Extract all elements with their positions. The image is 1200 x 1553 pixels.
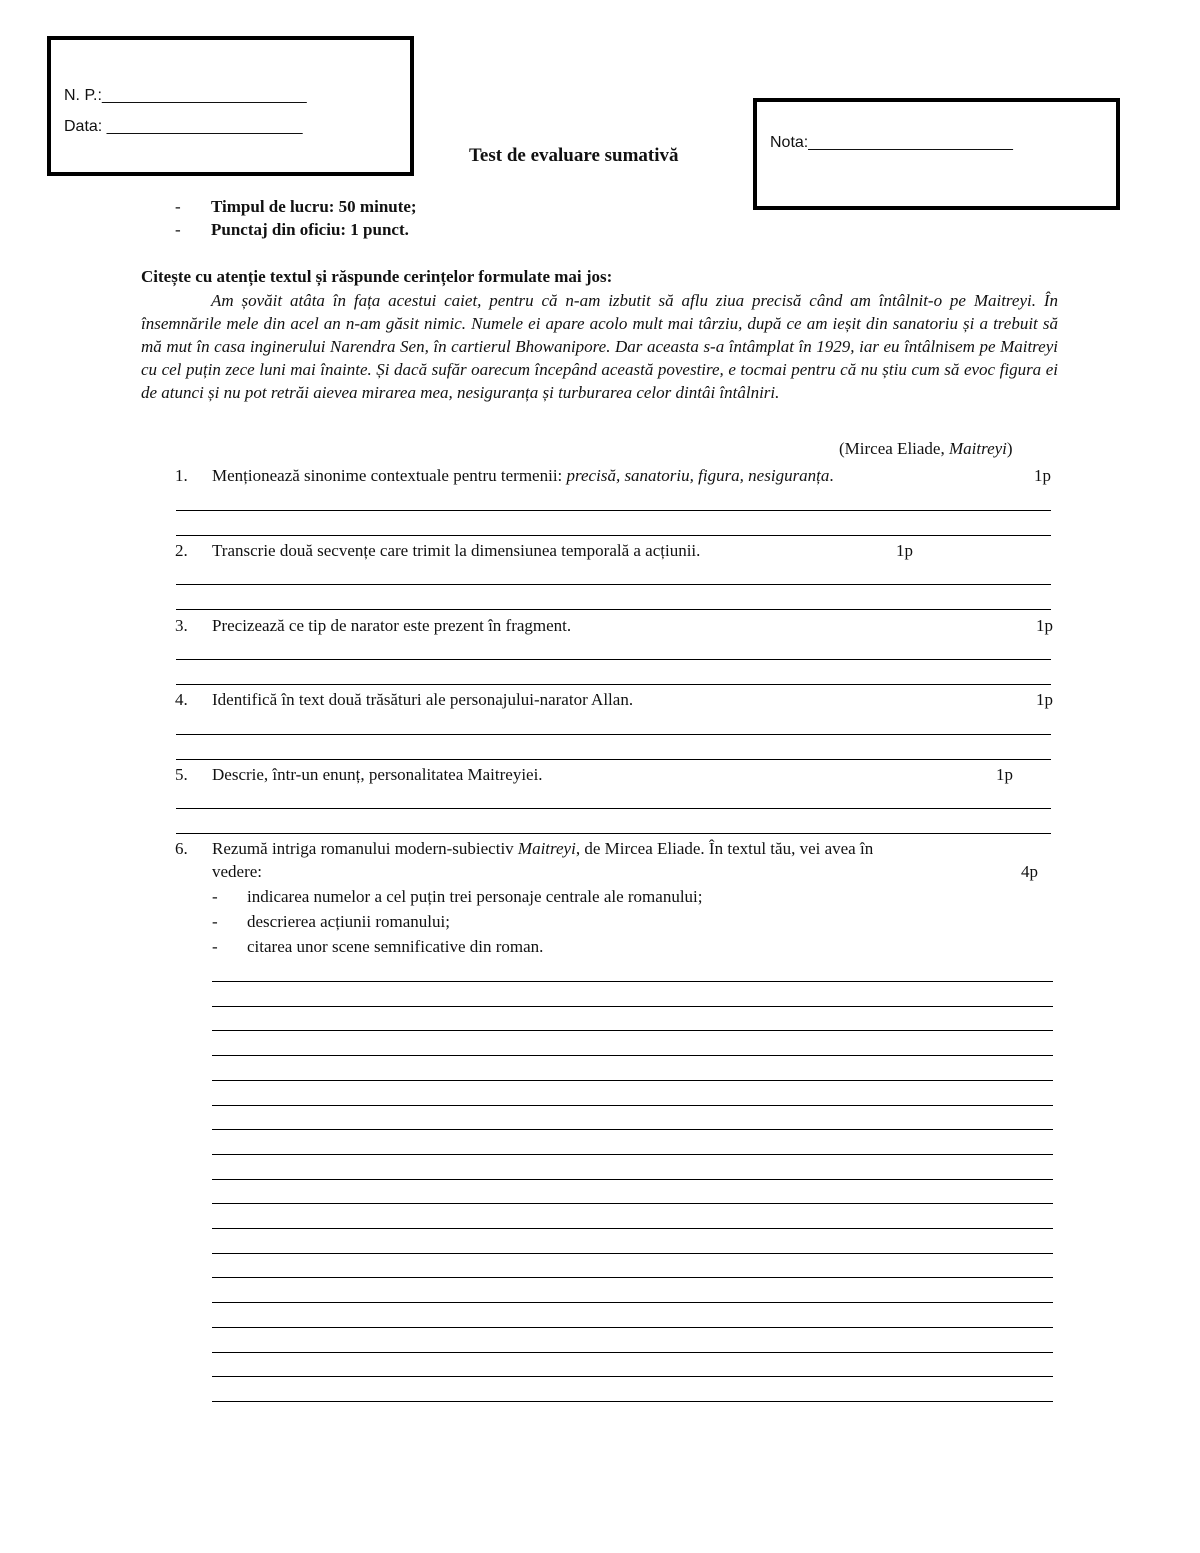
answer-line[interactable] [176,808,1051,809]
info-points [175,220,409,240]
page-title: Test de evaluare sumativă [469,145,679,166]
bullet-text: indicarea numelor a cel puțin trei personaje centrale ale romanului; [247,887,703,906]
np-blank[interactable]: _______________________ [101,87,307,104]
answer-line[interactable] [176,510,1051,511]
answer-line[interactable] [212,1080,1053,1081]
answer-line[interactable] [176,684,1051,685]
answer-line[interactable] [212,1179,1053,1180]
answer-line[interactable] [212,1228,1053,1229]
question-4-text: Identifică în text două trăsături ale personajului-narator Allan. [212,690,634,709]
answer-line[interactable] [176,734,1051,735]
answer-line[interactable] [212,1006,1053,1007]
answer-line[interactable] [212,1277,1053,1278]
info-dash: - [175,220,181,239]
bullet-text: citarea unor scene semnificative din roman. [247,937,544,956]
source-work: Maitreyi [948,439,1007,458]
question-1-points: 1p [1034,466,1051,485]
date-field[interactable] [64,118,302,136]
bullet-item [212,912,450,932]
np-field[interactable] [64,87,307,105]
question-6-work: Maitreyi [517,839,576,858]
question-5-points: 1p [996,765,1013,784]
answer-line[interactable] [212,1401,1053,1402]
answer-line[interactable] [212,1352,1053,1353]
question-number: 5. [175,765,188,784]
question-number: 1. [175,466,188,485]
instruction: Citește cu atenție textul și răspunde cerințelor formulate mai jos: [141,267,613,286]
info-points-text: Punctaj din oficiu: 1 punct. [211,220,409,239]
answer-line[interactable] [212,1327,1053,1328]
answer-line[interactable] [176,584,1051,585]
grade-box [753,98,1120,210]
question-3-points: 1p [1036,616,1053,635]
np-label: N. P.: [64,87,102,104]
source-author: Mircea Eliade, [844,439,949,458]
answer-line[interactable] [212,1302,1053,1303]
question-3-text: Precizează ce tip de narator este prezent în fragment. [212,616,572,635]
bullet-dash: - [212,937,218,956]
question-5-text: Descrie, într-un enunț, personalitatea Maitreyiei. [212,765,543,784]
question-2-text: Transcrie două secvențe care trimit la dimensiunea temporală a acțiunii. [212,541,701,560]
question-1-period: . [829,466,834,485]
question-6-text-a: Rezumă intriga romanului modern-subiectiv [212,839,518,858]
question-6-points: 4p [1021,862,1038,881]
answer-line[interactable] [212,1376,1053,1377]
question-6-text-c: vedere: [212,862,263,881]
answer-line[interactable] [212,1105,1053,1106]
bullet-dash: - [212,912,218,931]
answer-line[interactable] [176,535,1051,536]
info-time [175,197,417,217]
source-open: ( [839,439,845,458]
question-6-text-b: , de Mircea Eliade. În textul tău, vei avea în [575,839,874,858]
question-1-terms: precisă, sanatoriu, figura, nesiguranța [566,466,830,485]
answer-line[interactable] [212,1253,1053,1254]
grade-field[interactable] [770,134,1013,152]
passage-text: Am șovăit atâta în fața acestui caiet, pentru că n-am izbutit să aflu ziua precisă când am întâlnit-o pe Maitreyi. În însemnările mele din acel an n-am găsit nimic. Numele ei apare acolo mult mai târziu, după ce am ieșit din sanatoriu și a trebuit să mă mut în casa inginerului Narendra Sen, în cartierul Bhowanipore. Dar aceasta s-a întâmplat în 1929, iar eu întâlnisem pe Maitreyi cu cel puțin zece luni mai înainte. Și dacă sufăr oarecum începând această povestire, e tocmai pentru că nu știu cum să evoc figura ei de atunci și nu pot retrăi aievea mirarea mea, nesiguranța și turburarea celor dintâi întâlniri. [141,291,1058,402]
date-label: Data: [64,118,103,135]
info-time-text: Timpul de lucru: 50 minute; [211,197,417,216]
grade-blank[interactable]: _______________________ [808,134,1013,151]
bullet-item [212,887,703,907]
bullet-item [212,937,544,957]
answer-line[interactable] [176,609,1051,610]
student-info-box [47,36,414,176]
source-close: ) [1006,439,1013,458]
answer-line[interactable] [176,759,1051,760]
answer-line[interactable] [176,659,1051,660]
question-number: 6. [175,839,188,858]
question-1 [212,466,834,486]
source [839,439,1013,459]
question-number: 4. [175,690,188,709]
question-number: 2. [175,541,188,560]
answer-line[interactable] [212,1055,1053,1056]
info-dash: - [175,197,181,216]
question-2-points: 1p [896,541,913,560]
answer-line[interactable] [176,833,1051,834]
date-blank[interactable]: ______________________ [106,118,303,135]
bullet-dash: - [212,887,218,906]
question-1-text: Menționează sinonime contextuale pentru termenii: [212,466,567,485]
grade-label: Nota: [770,134,809,151]
question-6 [212,839,873,859]
answer-line[interactable] [212,1030,1053,1031]
answer-line[interactable] [212,1129,1053,1130]
bullet-text: descrierea acțiunii romanului; [247,912,450,931]
question-4-points: 1p [1036,690,1053,709]
answer-line[interactable] [212,1203,1053,1204]
passage [141,289,1058,404]
answer-line[interactable] [212,1154,1053,1155]
question-number: 3. [175,616,188,635]
answer-line[interactable] [212,981,1053,982]
